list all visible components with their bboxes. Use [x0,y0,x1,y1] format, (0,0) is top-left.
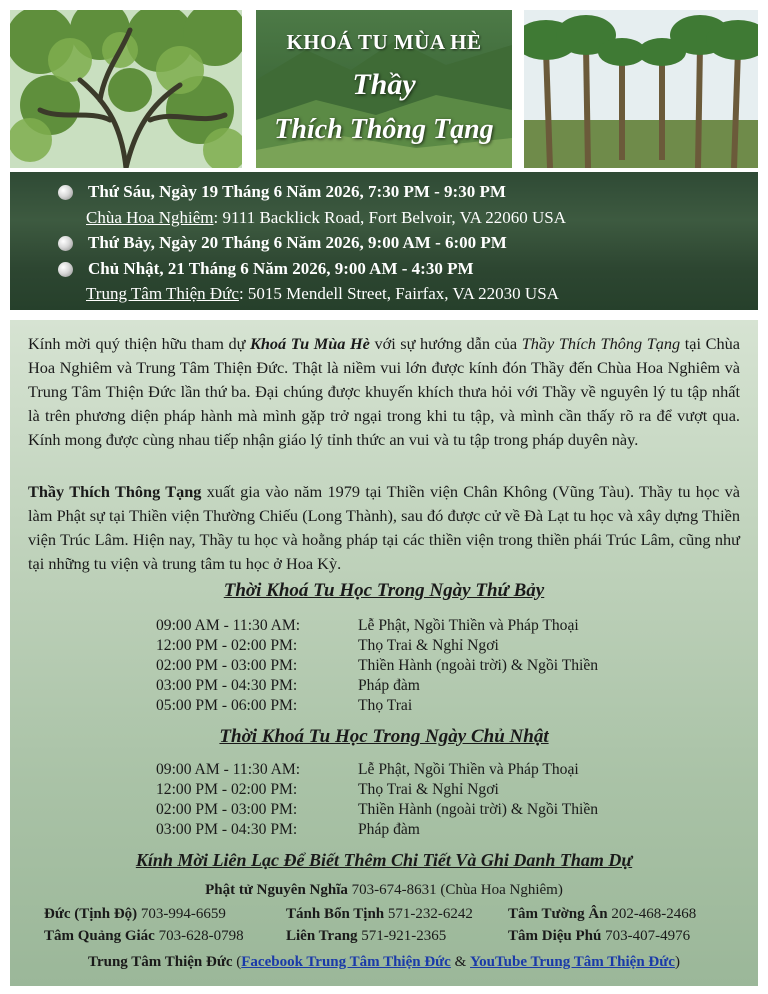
schedule-activity: Thiền Hành (ngoài trời) & Ngồi Thiền [358,657,599,674]
schedule-activity: Thọ Trai [358,697,413,714]
contact-title: Kính Mời Liên Lạc Để Biết Thêm Chi Tiết Và Ghi Danh Tham Dự [135,850,633,870]
venue-name-1: Chùa Hoa Nghiêm [86,208,214,227]
footer-paren-close: ) [674,954,680,970]
schedule-row [156,676,716,696]
contact-entry [286,928,446,945]
contact-name: Liên Trang [286,928,358,944]
schedule-row [156,636,716,656]
schedule-row [156,616,716,636]
schedule-activity: Pháp đàm [358,677,420,694]
schedule-row [156,780,716,800]
bullet-icon [58,236,73,251]
bio-teacher-name: Thầy Thích Thông Tạng [28,482,202,501]
retreat-title: KHOÁ TU MÙA HÈ [286,30,482,54]
schedule-time: 12:00 PM - 02:00 PM: [156,637,298,654]
contact-entry [286,906,473,923]
schedule-activity: Thọ Trai & Nghỉ Ngơi [358,637,499,654]
schedule-time: 02:00 PM - 03:00 PM: [156,801,298,818]
schedule-row [156,800,716,820]
intro-text-a: Kính mời quý thiện hữu tham dự [28,334,250,353]
contact-entry [508,928,690,945]
contact-name: Đức (Tịnh Độ) [44,906,138,922]
contact-name: Tâm Tường Ân [508,906,608,922]
teacher-title-line1: Thầy [352,68,416,101]
contact-line-1 [10,882,758,899]
footer-paren-open: ( [232,954,242,970]
schedule-time: 03:00 PM - 04:30 PM: [156,821,298,838]
schedule-row [156,656,716,676]
youtube-link[interactable]: YouTube Trung Tâm Thiện Đức [470,954,675,970]
schedule-row [156,820,716,840]
venue-address-2 [86,284,559,304]
bullet-icon [58,262,73,277]
contact-name: Tánh Bổn Tịnh [286,906,385,922]
contact-phone: 703-674-8631 (Chùa Hoa Nghiêm) [347,882,563,898]
venue-address-1 [86,208,566,228]
intro-retreat-name: Khoá Tu Mùa Hè [249,334,370,353]
schedule-row [156,696,716,716]
contact-phone: 703-407-4976 [601,928,691,944]
footer-links [10,954,758,971]
schedule-time: 09:00 AM - 11:30 AM: [156,761,301,778]
schedule-time: 03:00 PM - 04:30 PM: [156,677,298,694]
contact-phone: 571-921-2365 [357,928,447,944]
intro-text-c: với sự hướng dẫn của [369,334,522,353]
facebook-link[interactable]: Facebook Trung Tâm Thiện Đức [241,954,451,970]
contact-entry [44,928,244,945]
contact-name: Tâm Diệu Phú [508,928,602,944]
date-sunday: Chủ Nhật, 21 Tháng 6 Năm 2026, 9:00 AM - 4:30 PM [88,259,474,278]
contact-phone: 703-994-6659 [137,906,226,922]
contact-name: Tâm Quảng Giác [44,928,155,944]
contact-name: Phật tử Nguyên Nghĩa [205,882,348,898]
sunday-schedule-title: Thời Khoá Tu Học Trong Ngày Chủ Nhật [219,726,549,747]
saturday-schedule [156,616,716,716]
contact-entry [508,906,696,923]
bullet-icon [58,185,73,200]
contact-entry [44,906,226,923]
footer-center-name: Trung Tâm Thiện Đức [88,954,233,970]
intro-text-e: tại Chùa Hoa Nghiêm và Trung Tâm Thiện Đức. Thật là niềm vui lớn được kính đón Thầy đến Chùa Hoa Nghiêm và Trung Tâm Thiện Đức lần thứ ba. Đại chúng được khuyến khích thưa hỏi với Thầy về nguyên lý tu tập nhất là trên phương diện pháp hành mà mình gặp trở ngại trong khi tu tập, và mình cần thấy rõ ra để vượt qua. Kính mong được cùng nhau tiếp nhận giáo lý tỉnh thức an vui và tu tập trong pháp duyên này. [28,334,740,449]
contact-phone: 202-468-2468 [607,906,697,922]
contact-line-2 [10,906,758,926]
schedule-activity: Lễ Phật, Ngồi Thiền và Pháp Thoại [358,617,579,634]
retreat-title-block [256,10,512,168]
main-content [10,320,758,986]
venue-name-2: Trung Tâm Thiện Đức [86,284,239,303]
header-images [10,10,758,168]
date-friday: Thứ Sáu, Ngày 19 Tháng 6 Năm 2026, 7:30 PM - 9:30 PM [88,182,506,201]
contact-phone: 703-628-0798 [154,928,244,944]
venue-street-1: : 9111 Backlick Road, Fort Belvoir, VA 22060 USA [213,208,567,227]
schedule-time: 05:00 PM - 06:00 PM: [156,697,298,714]
tree-canopy-photo [10,10,242,168]
venue-street-2: : 5015 Mendell Street, Fairfax, VA 22030 USA [238,284,559,303]
schedule-activity: Thiền Hành (ngoài trời) & Ngồi Thiền [358,801,599,818]
contact-phone: 571-232-6242 [384,906,473,922]
schedule-time: 09:00 AM - 11:30 AM: [156,617,301,634]
contact-line-3 [10,928,758,948]
biography-paragraph [28,480,740,576]
intro-teacher-name: Thầy Thích Thông Tạng [521,334,681,353]
saturday-schedule-title: Thời Khoá Tu Học Trong Ngày Thứ Bảy [223,580,545,601]
sunday-schedule [156,760,716,840]
schedule-time: 02:00 PM - 03:00 PM: [156,657,298,674]
footer-ampersand: & [450,954,471,970]
schedule-activity: Pháp đàm [358,821,420,838]
bio-text: xuất gia vào năm 1979 tại Thiền viện Chân Không (Vũng Tàu). Thầy tu học và làm Phật sự tại Thiền viện Thường Chiếu (Long Thành), sau đó được cử về Đà Lạt tu học và xây dựng Thiền viện Trúc Lâm. Hiện nay, Thầy tu học và hoằng pháp tại các thiền viện trong thiền phái Trúc Lâm, cũng như tại những tu viện và trung tâm tu học ở Hoa Kỳ. [28,482,740,573]
date-saturday: Thứ Bảy, Ngày 20 Tháng 6 Năm 2026, 9:00 AM - 6:00 PM [88,233,507,252]
intro-paragraph [28,332,740,452]
palm-grove-photo [524,10,758,168]
schedule-row [156,760,716,780]
schedule-time: 12:00 PM - 02:00 PM: [156,781,298,798]
schedule-activity: Lễ Phật, Ngồi Thiền và Pháp Thoại [358,761,579,778]
schedule-band [10,172,758,310]
teacher-title-line2: Thích Thông Tạng [274,114,494,145]
schedule-activity: Thọ Trai & Nghỉ Ngơi [358,781,499,798]
